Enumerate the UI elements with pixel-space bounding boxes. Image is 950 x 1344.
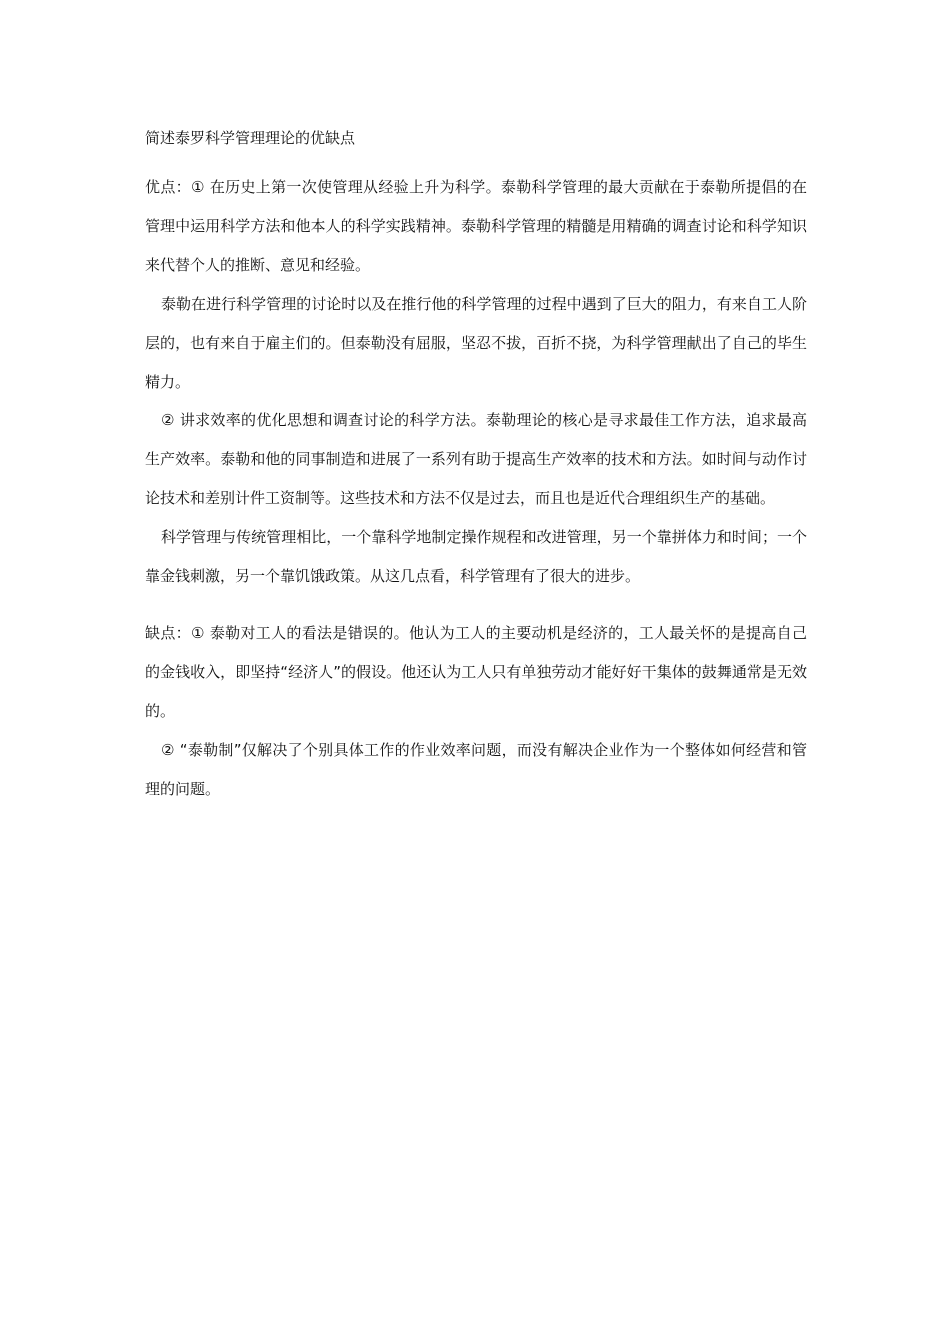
document-body [145,119,807,809]
advantages-section [145,168,807,596]
spacer [145,596,807,614]
document-title: 简述泰罗科学管理理论的优缺点 [145,129,356,147]
advantages-paragraph-3: ② 讲求效率的优化思想和调查讨论的科学方法。泰勒理论的核心是寻求最佳工作方法，追求最高生产效率。泰勒和他的同事制造和进展了一系列有助于提高生产效率的技术和方法。如时间与动作讨论技术和差别计件工资制等。这些技术和方法不仅是过去，而且也是近代合理组织生产的基础。 [145,411,807,508]
advantages-paragraph-4: 科学管理与传统管理相比，一个靠科学地制定操作规程和改进管理，另一个靠拼体力和时间；一个靠金钱刺激，另一个靠饥饿政策。从这几点看，科学管理有了很大的进步。 [145,528,807,586]
disadvantages-paragraph-2: ② “泰勒制”仅解决了个别具体工作的作业效率问题，而没有解决企业作为一个整体如何经营和管理的问题。 [145,740,807,798]
advantages-paragraph-1: 优点：① 在历史上第一次使管理从经验上升为科学。泰勒科学管理的最大贡献在于泰勒所提倡的在管理中运用科学方法和他本人的科学实践精神。泰勒科学管理的精髓是用精确的调查讨论和科学知识来代替个人的推断、意见和经验。 [145,178,807,274]
disadvantages-paragraph-1: 缺点：① 泰勒对工人的看法是错误的。他认为工人的主要动机是经济的，工人最关怀的是提高自己的金钱收入，即坚持“经济人”的假设。他还认为工人只有单独劳动才能好好干集体的鼓舞通常是无效的。 [145,623,807,720]
advantages-paragraph-2: 泰勒在进行科学管理的讨论时以及在推行他的科学管理的过程中遇到了巨大的阻力，有来自工人阶层的，也有来自于雇主们的。但泰勒没有屈服，坚忍不拔，百折不挠，为科学管理献出了自己的毕生精力。 [145,294,807,391]
spacer [145,157,807,168]
disadvantages-section [145,614,807,809]
